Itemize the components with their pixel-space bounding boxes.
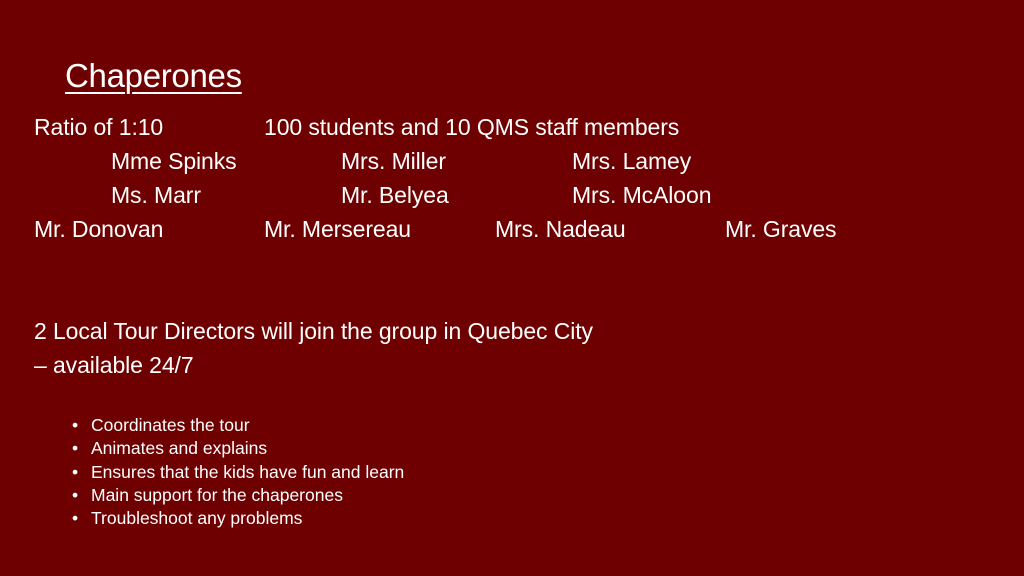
list-item	[72, 438, 404, 461]
list-item-text: Ensures that the kids have fun and learn	[91, 461, 405, 482]
bullet-icon: •	[72, 415, 79, 435]
ratio-label: Ratio of 1:10	[34, 114, 164, 140]
bullet-icon: •	[72, 438, 79, 459]
staff-name: Mr. Graves	[725, 216, 837, 242]
staff-name: Mrs. Lamey	[572, 148, 692, 174]
bullet-icon: •	[72, 508, 79, 529]
staff-name: Mrs. McAloon	[572, 182, 712, 208]
staff-name: Ms. Marr	[111, 182, 201, 208]
bullet-icon: •	[72, 461, 79, 482]
list-item	[72, 508, 404, 531]
staff-name: Mrs. Nadeau	[495, 216, 626, 242]
staff-name: Mme Spinks	[111, 148, 237, 174]
staff-name: Mrs. Miller	[341, 148, 446, 174]
list-item	[72, 415, 404, 438]
tour-directors-text: 2 Local Tour Directors will join the group in Quebec City	[34, 318, 593, 344]
bullet-icon: •	[72, 484, 79, 505]
list-item-text: Animates and explains	[91, 438, 268, 459]
staff-name: Mr. Mersereau	[264, 216, 411, 242]
staff-name: Mr. Donovan	[34, 216, 164, 242]
list-item-text: Coordinates the tour	[91, 415, 250, 435]
tour-availability-text: – available 24/7	[34, 352, 194, 378]
staff-name: Mr. Belyea	[341, 182, 449, 208]
list-item	[72, 485, 404, 508]
ratio-detail: 100 students and 10 QMS staff members	[264, 114, 680, 140]
list-item	[72, 462, 404, 485]
slide-title: Chaperones	[65, 57, 242, 94]
list-item-text: Troubleshoot any problems	[91, 508, 303, 529]
bullet-list	[72, 415, 404, 531]
list-item-text: Main support for the chaperones	[91, 484, 343, 505]
